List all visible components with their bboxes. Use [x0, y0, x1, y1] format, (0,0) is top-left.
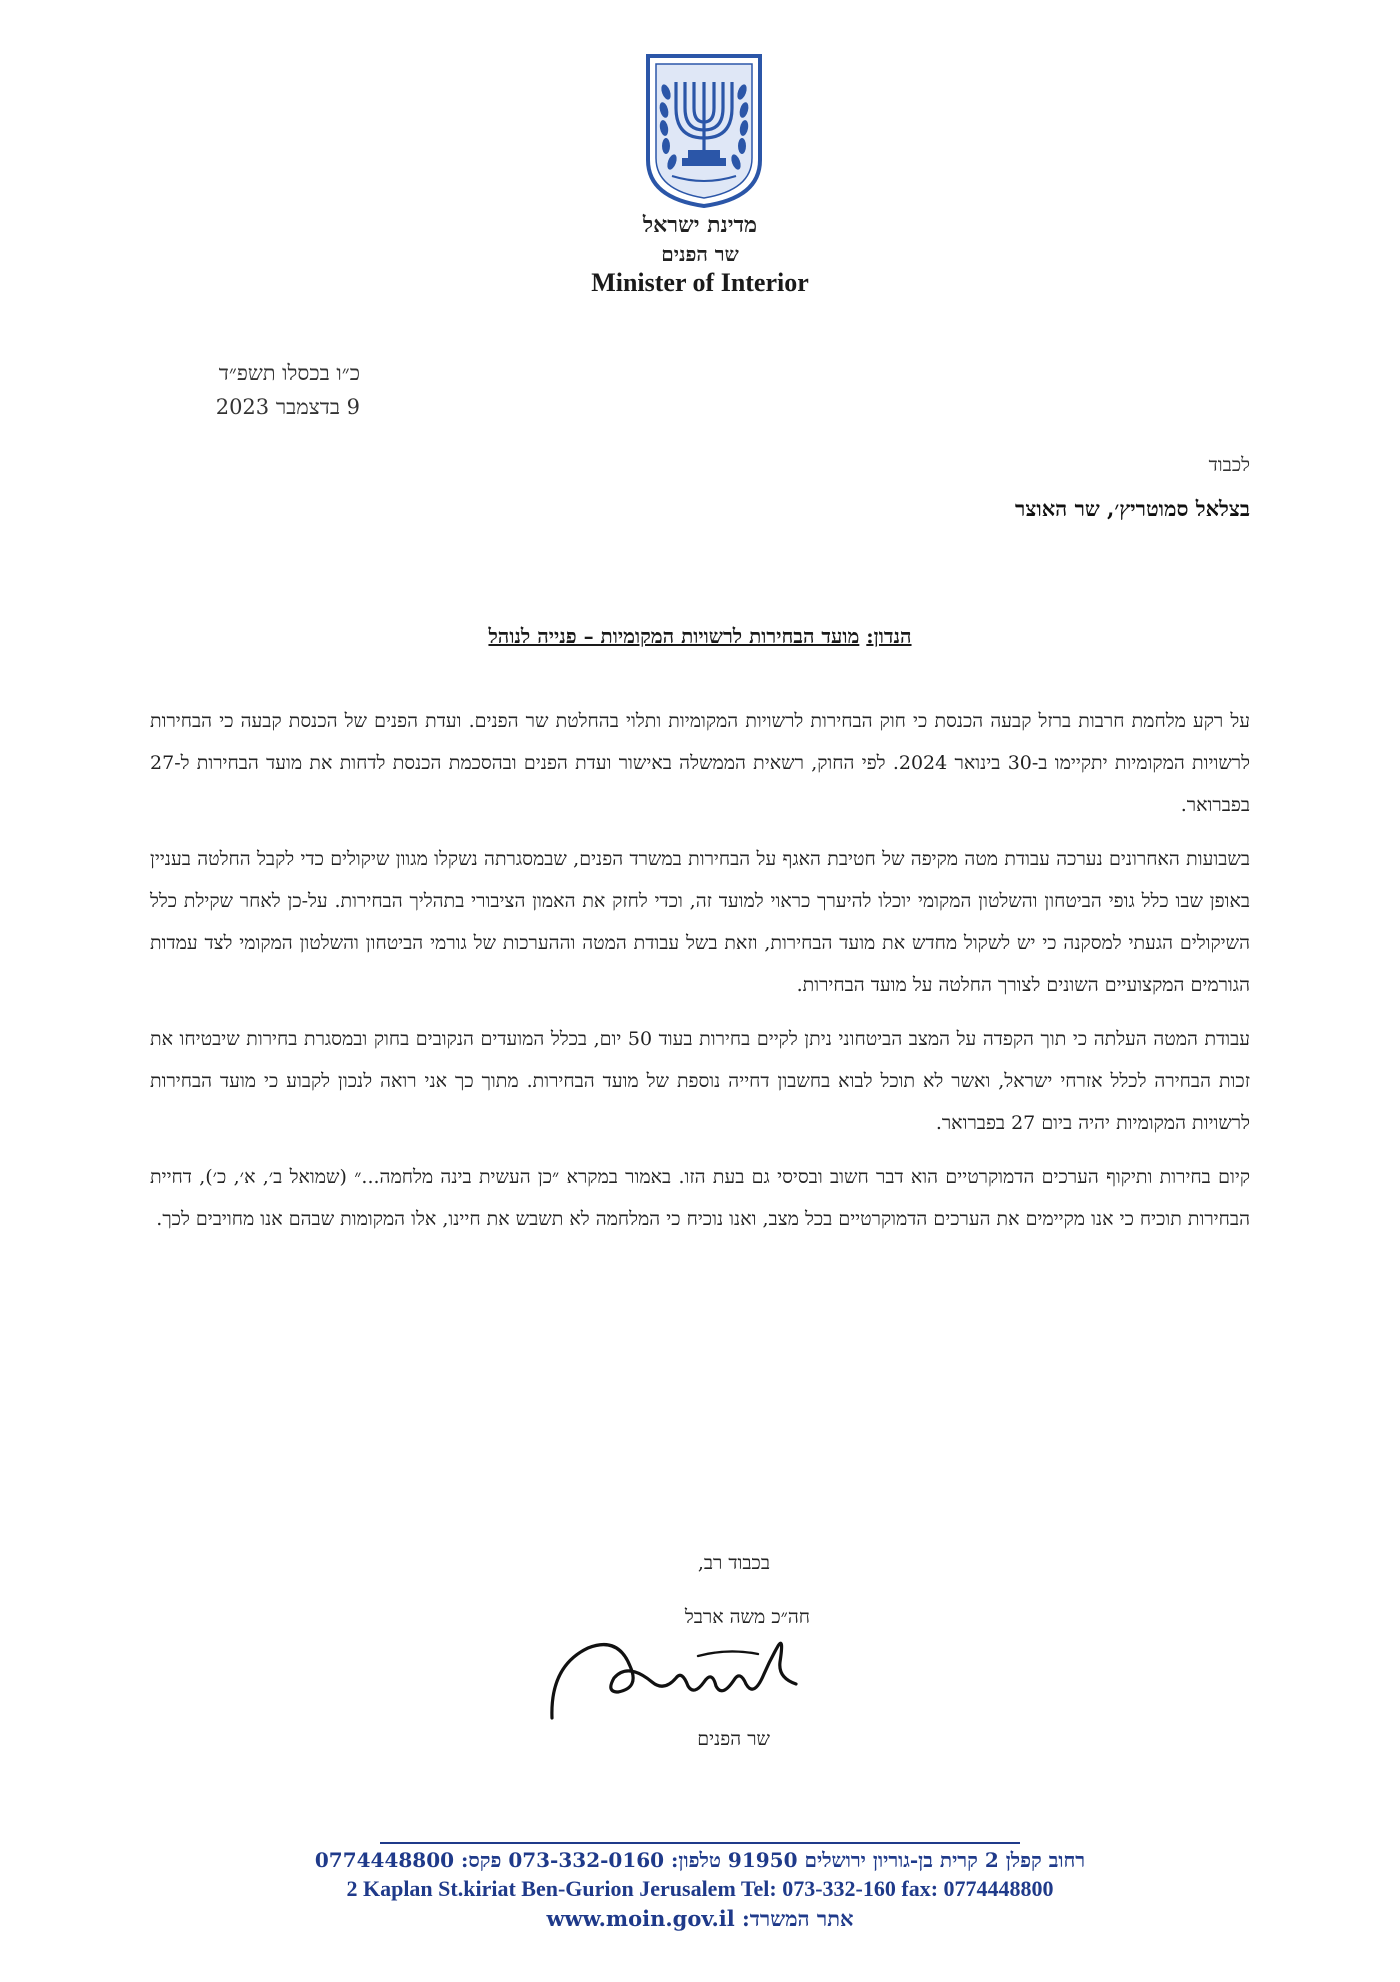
addressee-name: בצלאל סמוטריץ׳, שר האוצר [1015, 496, 1250, 521]
addressee-salutation: לכבוד [1208, 454, 1250, 476]
body-paragraph: בשבועות האחרונים נערכה עבודת מטה מקיפה של חטיבת האגף על הבחירות במשרד הפנים, שבמסגרתה נשקלו מגוון שיקולים כדי לקבל החלטה בעניין באופן שבו כלל גופי הביטחון והשלטון המקומי יוכלו להיערך כראוי למועד זה, וכדי לחזק את האמון הציבורי בתהליך הבחירות. על-כן לאחר שקילת כלל השיקולים הגעתי למסקנה כי יש לשקול מחדש את מועד הבחירות, וזאת בשל עבודת המטה וההערכות של גורמי הביטחון והשלטון המקומי לצד עמדות הגורמים המקצועיים השונים לצורך החלטה על מועד הבחירות. [150, 848, 1250, 996]
footer-address-english: 2 Kaplan St.kiriat Ben-Gurion Jerusalem Tel: 073-332-160 fax: 0774448800 [346, 1876, 1054, 1901]
letterhead-ministry-english: Minister of Interior [591, 268, 809, 297]
subject-line [0, 624, 1400, 649]
signer-title: שר הפנים [697, 1728, 770, 1750]
hebrew-date: כ״ו בכסלו תשפ״ד [218, 361, 360, 385]
gregorian-date: 9 בדצמבר 2023 [215, 395, 360, 419]
footer-website: אתר המשרד: www.moin.gov.il [546, 1906, 854, 1931]
emblem-of-israel-icon [642, 52, 766, 210]
body-paragraph: קיום בחירות ותיקוף הערכים הדמוקרטיים הוא דבר חשוב ובסיסי גם בעת הזו. באמור במקרא ״כן העשית בינה מלחמה...״ (שמואל ב׳, א׳, כ׳), דחיית הבחירות תוכיח כי אנו מקיימים את הערכים הדמוקרטיים בכל מצב, ואנו נוכיח כי המלחמה לא תשבש את חיינו, אלו המקומות שבהם אנו מחויבים לכך. [150, 1166, 1250, 1230]
letter-body [150, 700, 1250, 1252]
footer-address-hebrew: רחוב קפלן 2 קרית בן-גוריון ירושלים 91950 טלפון: 073-332-0160 פקס: 0774448800 [314, 1848, 1086, 1872]
date-block [150, 356, 360, 424]
subject-text: מועד הבחירות לרשויות המקומיות – פנייה לנוהל [488, 624, 860, 648]
body-paragraph: על רקע מלחמת חרבות ברזל קבעה הכנסת כי חוק הבחירות לרשויות המקומיות ותלוי בהחלטת שר הפנים. ועדת הפנים של הכנסת קבעה כי הבחירות לרשויות המקומיות יתקיימו ב-30 בינואר 2024. לפי החוק, רשאית הממשלה באישור ועדת הפנים ובהסכמת הכנסת לדחות את מועד הבחירות ל-27 בפברואר. [150, 710, 1250, 816]
handwritten-signature [548, 1626, 806, 1728]
letterhead-country: מדינת ישראל [642, 212, 758, 238]
letterhead-ministry-hebrew: שר הפנים [661, 242, 739, 266]
body-paragraph: עבודת המטה העלתה כי תוך הקפדה על המצב הביטחוני ניתן לקיים בחירות בעוד 50 יום, בכלל המועדים הנקובים בחוק ובמסגרת בחירות שיבטיחו את זכות הבחירה לכלל אזרחי ישראל, ואשר לא תוכל לבוא בחשבון דחייה נוספת של מועד הבחירות. מתוך כך אני רואה לנכון לקבוע כי מועד הבחירות לרשויות המקומיות יהיה ביום 27 בפברואר. [150, 1028, 1251, 1134]
subject-prefix: הנדון: [866, 624, 912, 648]
signer-name: חה״כ משה ארבל [684, 1606, 810, 1628]
footer-divider [380, 1842, 1020, 1844]
closing-regards: בכבוד רב, [697, 1552, 770, 1574]
